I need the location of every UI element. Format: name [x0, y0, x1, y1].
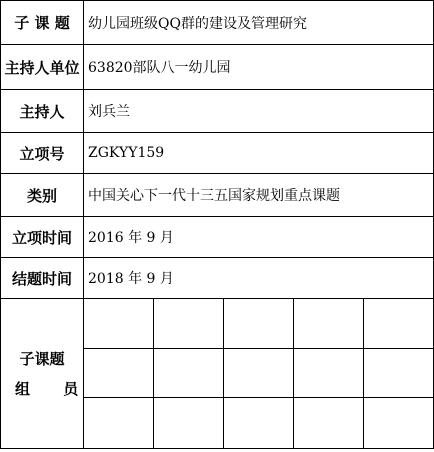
row-topic: [1, 1, 434, 45]
member-cell: [154, 398, 224, 449]
host-label: 主持人: [1, 90, 84, 133]
row-category: [1, 174, 434, 217]
member-cell: [154, 349, 224, 398]
row-host-unit: [1, 45, 434, 90]
member-cell: [154, 299, 224, 349]
category-label: 类别: [1, 174, 84, 217]
members-label: [1, 299, 93, 449]
member-cell: [84, 299, 154, 349]
topic-value: 幼儿园班级QQ群的建设及管理研究: [84, 1, 434, 45]
end-date-label: 结题时间: [1, 258, 84, 299]
topic-label: 子 课 题: [1, 1, 84, 45]
host-unit-value: 63820部队八一幼儿园: [84, 45, 434, 90]
member-cell: [364, 299, 434, 349]
member-cell: [294, 349, 364, 398]
row-end-date: [1, 258, 434, 299]
row-start-date: [1, 217, 434, 258]
start-date-value: 2016 年 9 月: [84, 217, 434, 258]
start-date-label: 立项时间: [1, 217, 84, 258]
category-value: 中国关心下一代十三五国家规划重点课题: [84, 174, 434, 217]
member-cell: [84, 349, 154, 398]
row-project-number: [1, 133, 434, 174]
member-row: [1, 299, 434, 349]
member-cell: [84, 398, 154, 449]
member-cell: [364, 398, 434, 449]
member-cell: [294, 398, 364, 449]
project-number-value: ZGKYY159: [84, 133, 434, 174]
member-cell: [294, 299, 364, 349]
host-unit-label: 主持人单位: [1, 45, 84, 90]
project-number-label: 立项号: [1, 133, 84, 174]
member-cell: [224, 299, 294, 349]
host-value: 刘兵兰: [84, 90, 434, 133]
member-cell: [364, 349, 434, 398]
end-date-value: 2018 年 9 月: [84, 258, 434, 299]
row-host: [1, 90, 434, 133]
members-label-line1: 子课题: [19, 349, 65, 368]
member-cell: [224, 398, 294, 449]
members-label-line2: 组 员: [15, 379, 93, 398]
member-cell: [224, 349, 294, 398]
